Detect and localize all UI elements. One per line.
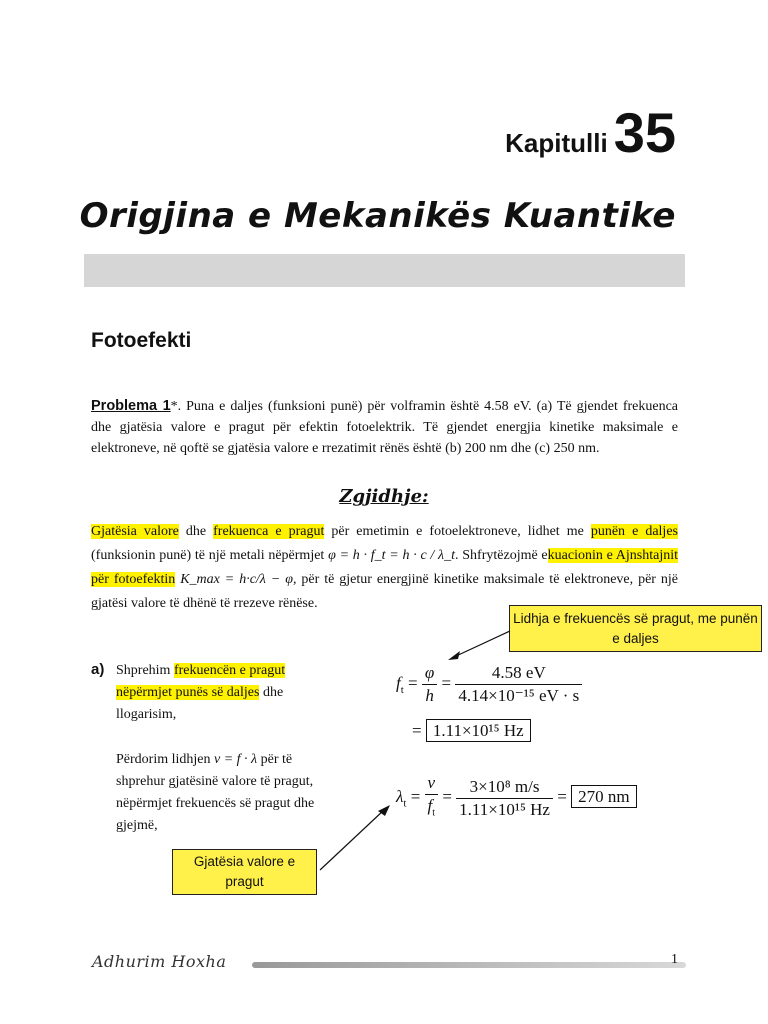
page-title: Origjina e Mekanikës Kuantike	[79, 196, 676, 236]
callout-arrow-bottom	[318, 802, 398, 874]
footer-rule	[252, 962, 686, 968]
hl-frequency-through-work: frekuencën e pragut nëpërmjet punës së daljes	[116, 663, 286, 700]
text-seg: . Shfrytëzojmë e	[455, 548, 548, 563]
equation-threshold-frequency: $f_t$ = $\frac{\varphi}{h}$ = $\frac{4.58 eV}{\text{4.14×10⁻¹⁵ eV · s}}$	[396, 662, 582, 707]
section-heading: Fotoefekti	[91, 329, 192, 352]
problem-label: Problema 1	[91, 398, 171, 414]
hl-wavelength: Gjatësia valore	[91, 524, 179, 539]
eq1-lhs: f	[396, 673, 401, 693]
text-seg: për emetimin e fotoelektroneve, lidhet me	[324, 524, 591, 539]
text-seg: Përdorim lidhjen	[116, 752, 214, 767]
wave-relation: ν = f · λ	[214, 752, 258, 767]
chapter-number: 35	[613, 101, 676, 164]
solution-paragraph	[91, 520, 678, 616]
text-seg: për të shprehur gjatësinë valore të pragut, nëpërmjet frekuencës së pragut dhe gjejmë,	[116, 752, 315, 833]
part-a-text-2	[116, 749, 341, 837]
title-divider-bar	[84, 254, 685, 287]
part-a-text-1	[116, 660, 341, 726]
hl-threshold-frequency: frekuenca e pragut	[213, 524, 325, 539]
chapter-heading	[505, 100, 676, 165]
callout-threshold-wavelength: Gjatësia valore e pragut	[172, 849, 317, 895]
eq2-lhs-sub: t	[403, 797, 407, 810]
problem-text: . Puna e daljes (funksioni punë) për volframin është 4.58 eV. (a) Të gjendet frekuenca dhe gjatësia valore e pragut për efektin fotoelektrik. Të gjendet energjia kinetike maksimale e elektroneve, në qoftë se gjatësia valore e rrezatimit rënës është (b) 200 nm dhe (c) 250 nm.	[91, 399, 678, 456]
eq2-frac-den-f: f	[427, 796, 433, 815]
hl-einstein-equation: kuacionin e Ajnshtajnit për fotoefektin	[91, 548, 679, 587]
result-frequency-box: 1.11×10¹⁵ Hz	[426, 719, 531, 742]
eq2-frac-den-sub: t	[432, 807, 436, 819]
eq2-lhs: λ	[396, 787, 404, 807]
eq1-numeric-fraction	[455, 662, 582, 707]
eq1-frac-num: φ	[422, 662, 437, 685]
equation-result-1: = 1.11×10¹⁵ Hz	[412, 721, 531, 741]
eq2-num: 3×10⁸ m/s	[456, 776, 553, 799]
eq1-frac-den: h	[425, 686, 434, 705]
eq2-frac-num: v	[425, 772, 439, 795]
eq2-numeric-fraction	[456, 776, 553, 821]
solution-heading: Zgjidhje:	[339, 486, 429, 507]
eq1-num: 4.58 eV	[455, 662, 582, 685]
callout-arrow-top	[440, 625, 520, 665]
part-a-label: a)	[91, 661, 105, 678]
text-seg: (funksionin punë) të një metali nëpërmjet	[91, 548, 329, 563]
equation-threshold-wavelength: $\lambda_t$ = $\frac{v}{f_t}$ = $\frac{\text{3×10⁸ m/s}}{\text{1.11×10¹⁵ Hz}}$ = 270 nm	[396, 772, 637, 824]
eq1-lhs-sub: t	[400, 683, 404, 696]
eq2-symbolic-fraction	[425, 772, 439, 824]
text-seg: dhe	[178, 524, 214, 539]
eq1-den: 4.14×10⁻¹⁵ eV · s	[458, 686, 580, 705]
chapter-word: Kapitulli	[505, 128, 608, 158]
hl-work-function: punën e daljes	[590, 524, 678, 539]
text-seg: , për të gjetur energjinë kinetike maksimale të elektroneve, për një gjatësi valore të dhënë të rrezeve rënëse.	[91, 572, 679, 611]
eq2-den: 1.11×10¹⁵ Hz	[459, 799, 550, 819]
kmax-formula: K_max = h·c/λ − φ	[180, 572, 293, 587]
text-seg: dhe llogarisim,	[116, 685, 284, 722]
eq1-symbolic-fraction	[422, 662, 437, 707]
result-wavelength-box: 270 nm	[571, 785, 636, 808]
text-seg: Shprehim	[116, 663, 174, 678]
problem-statement	[91, 396, 678, 459]
problem-star: *	[170, 399, 178, 414]
author-signature: Adhurim Hoxha	[92, 952, 227, 971]
work-function-formula: φ = h · f_t = h · c / λ_t	[328, 548, 456, 563]
callout-threshold-frequency: Lidhja e frekuencës së pragut, me punën e daljes	[509, 605, 762, 652]
page-number: 1	[671, 952, 678, 967]
eq2-frac-den	[425, 795, 439, 824]
